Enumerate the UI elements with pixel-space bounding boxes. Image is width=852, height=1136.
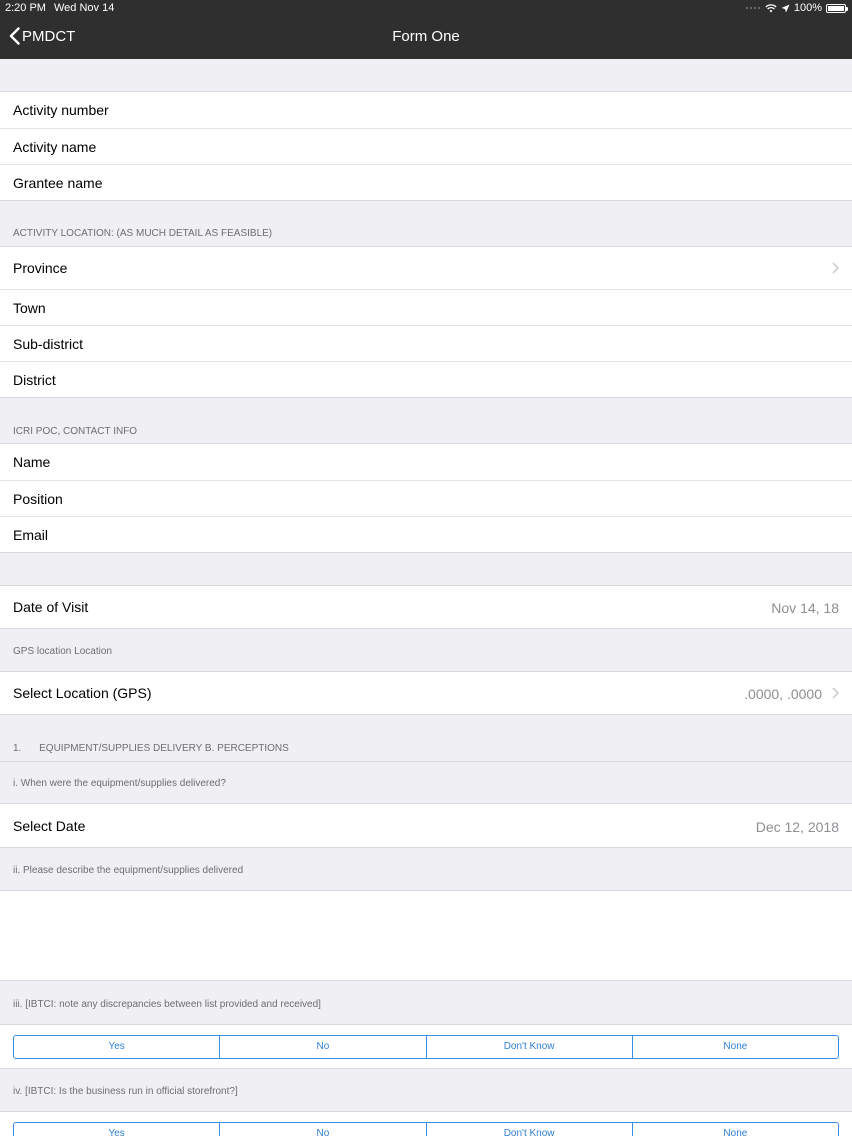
row-label: Town — [13, 300, 46, 316]
gps-group — [0, 671, 852, 715]
navigation-bar — [0, 17, 852, 59]
description-textarea[interactable] — [0, 890, 852, 981]
chevron-right-icon — [832, 262, 839, 274]
question-4: iv. [IBTCI: Is the business run in official storefront?] — [13, 1086, 238, 1097]
option-dont-know[interactable]: Don't Know — [426, 1036, 632, 1058]
row-label: Province — [13, 260, 68, 276]
row-label: Name — [13, 454, 51, 470]
back-label: PMDCT — [22, 27, 76, 45]
status-time: 2:20 PM — [5, 2, 46, 14]
row-label: Date of Visit — [13, 599, 89, 615]
row-label: Activity number — [13, 102, 109, 118]
option-dont-know[interactable]: Don't Know — [426, 1123, 632, 1136]
storefront-segmented-control[interactable] — [13, 1122, 839, 1136]
wifi-icon — [765, 4, 777, 13]
option-no[interactable]: No — [219, 1123, 425, 1136]
contact-group — [0, 443, 852, 553]
select-date-group — [0, 803, 852, 848]
gps-section-header: GPS location Location — [13, 646, 112, 657]
activity-number-row[interactable] — [0, 92, 852, 128]
option-none[interactable]: None — [632, 1036, 838, 1058]
activity-name-row[interactable] — [0, 128, 852, 164]
option-yes[interactable]: Yes — [108, 1041, 125, 1052]
position-row[interactable] — [0, 480, 852, 516]
question-1: i. When were the equipment/supplies delivered? — [13, 778, 226, 789]
location-group — [0, 246, 852, 398]
section1-header — [13, 743, 289, 754]
question-2: ii. Please describe the equipment/supplies delivered — [13, 865, 244, 876]
district-row[interactable] — [0, 361, 852, 397]
location-arrow-icon — [781, 4, 790, 13]
status-date: Wed Nov 14 — [54, 2, 115, 14]
activity-info-group — [0, 91, 852, 201]
row-label: Activity name — [13, 139, 97, 155]
province-row[interactable] — [0, 247, 852, 289]
page-title: Form One — [392, 28, 460, 45]
sub-district-row[interactable] — [0, 325, 852, 361]
row-label: Position — [13, 491, 63, 507]
row-label: Grantee name — [13, 175, 103, 191]
select-date-row[interactable] — [0, 804, 852, 847]
section1-number: 1. — [13, 743, 22, 754]
section1-title: EQUIPMENT/SUPPLIES DELIVERY B. PERCEPTIONS — [39, 743, 289, 754]
date-of-visit-row[interactable] — [0, 586, 852, 628]
question-3: iii. [IBTCI: note any discrepancies between list provided and received] — [13, 999, 321, 1010]
row-label: Select Location (GPS) — [13, 685, 152, 701]
battery-percent: 100% — [793, 2, 822, 14]
visit-group — [0, 585, 852, 629]
row-label: District — [13, 372, 56, 388]
signal-dots-icon — [745, 5, 761, 11]
date-of-visit-value: Nov 14, 18 — [771, 600, 839, 616]
status-bar — [0, 0, 852, 17]
option-no[interactable]: No — [219, 1036, 425, 1058]
contact-section-header: ICRI POC, CONTACT INFO — [13, 426, 138, 437]
discrepancy-segmented-control[interactable] — [13, 1035, 839, 1059]
location-section-header: ACTIVITY LOCATION: (AS MUCH DETAIL AS FEASIBLE) — [13, 228, 273, 239]
row-label: Select Date — [13, 818, 86, 834]
option-yes[interactable]: Yes — [108, 1128, 125, 1136]
name-row[interactable] — [0, 444, 852, 480]
select-date-value: Dec 12, 2018 — [755, 819, 839, 835]
gps-value: .0000, .0000 — [744, 686, 822, 702]
chevron-right-icon — [832, 687, 839, 699]
row-label: Sub-district — [13, 336, 84, 352]
divider — [0, 761, 852, 762]
option-none[interactable]: None — [632, 1123, 838, 1136]
status-right — [745, 2, 846, 14]
select-location-row[interactable] — [0, 672, 852, 714]
email-row[interactable] — [0, 516, 852, 552]
battery-icon — [826, 4, 846, 13]
town-row[interactable] — [0, 289, 852, 325]
grantee-name-row[interactable] — [0, 164, 852, 200]
row-label: Email — [13, 527, 49, 543]
